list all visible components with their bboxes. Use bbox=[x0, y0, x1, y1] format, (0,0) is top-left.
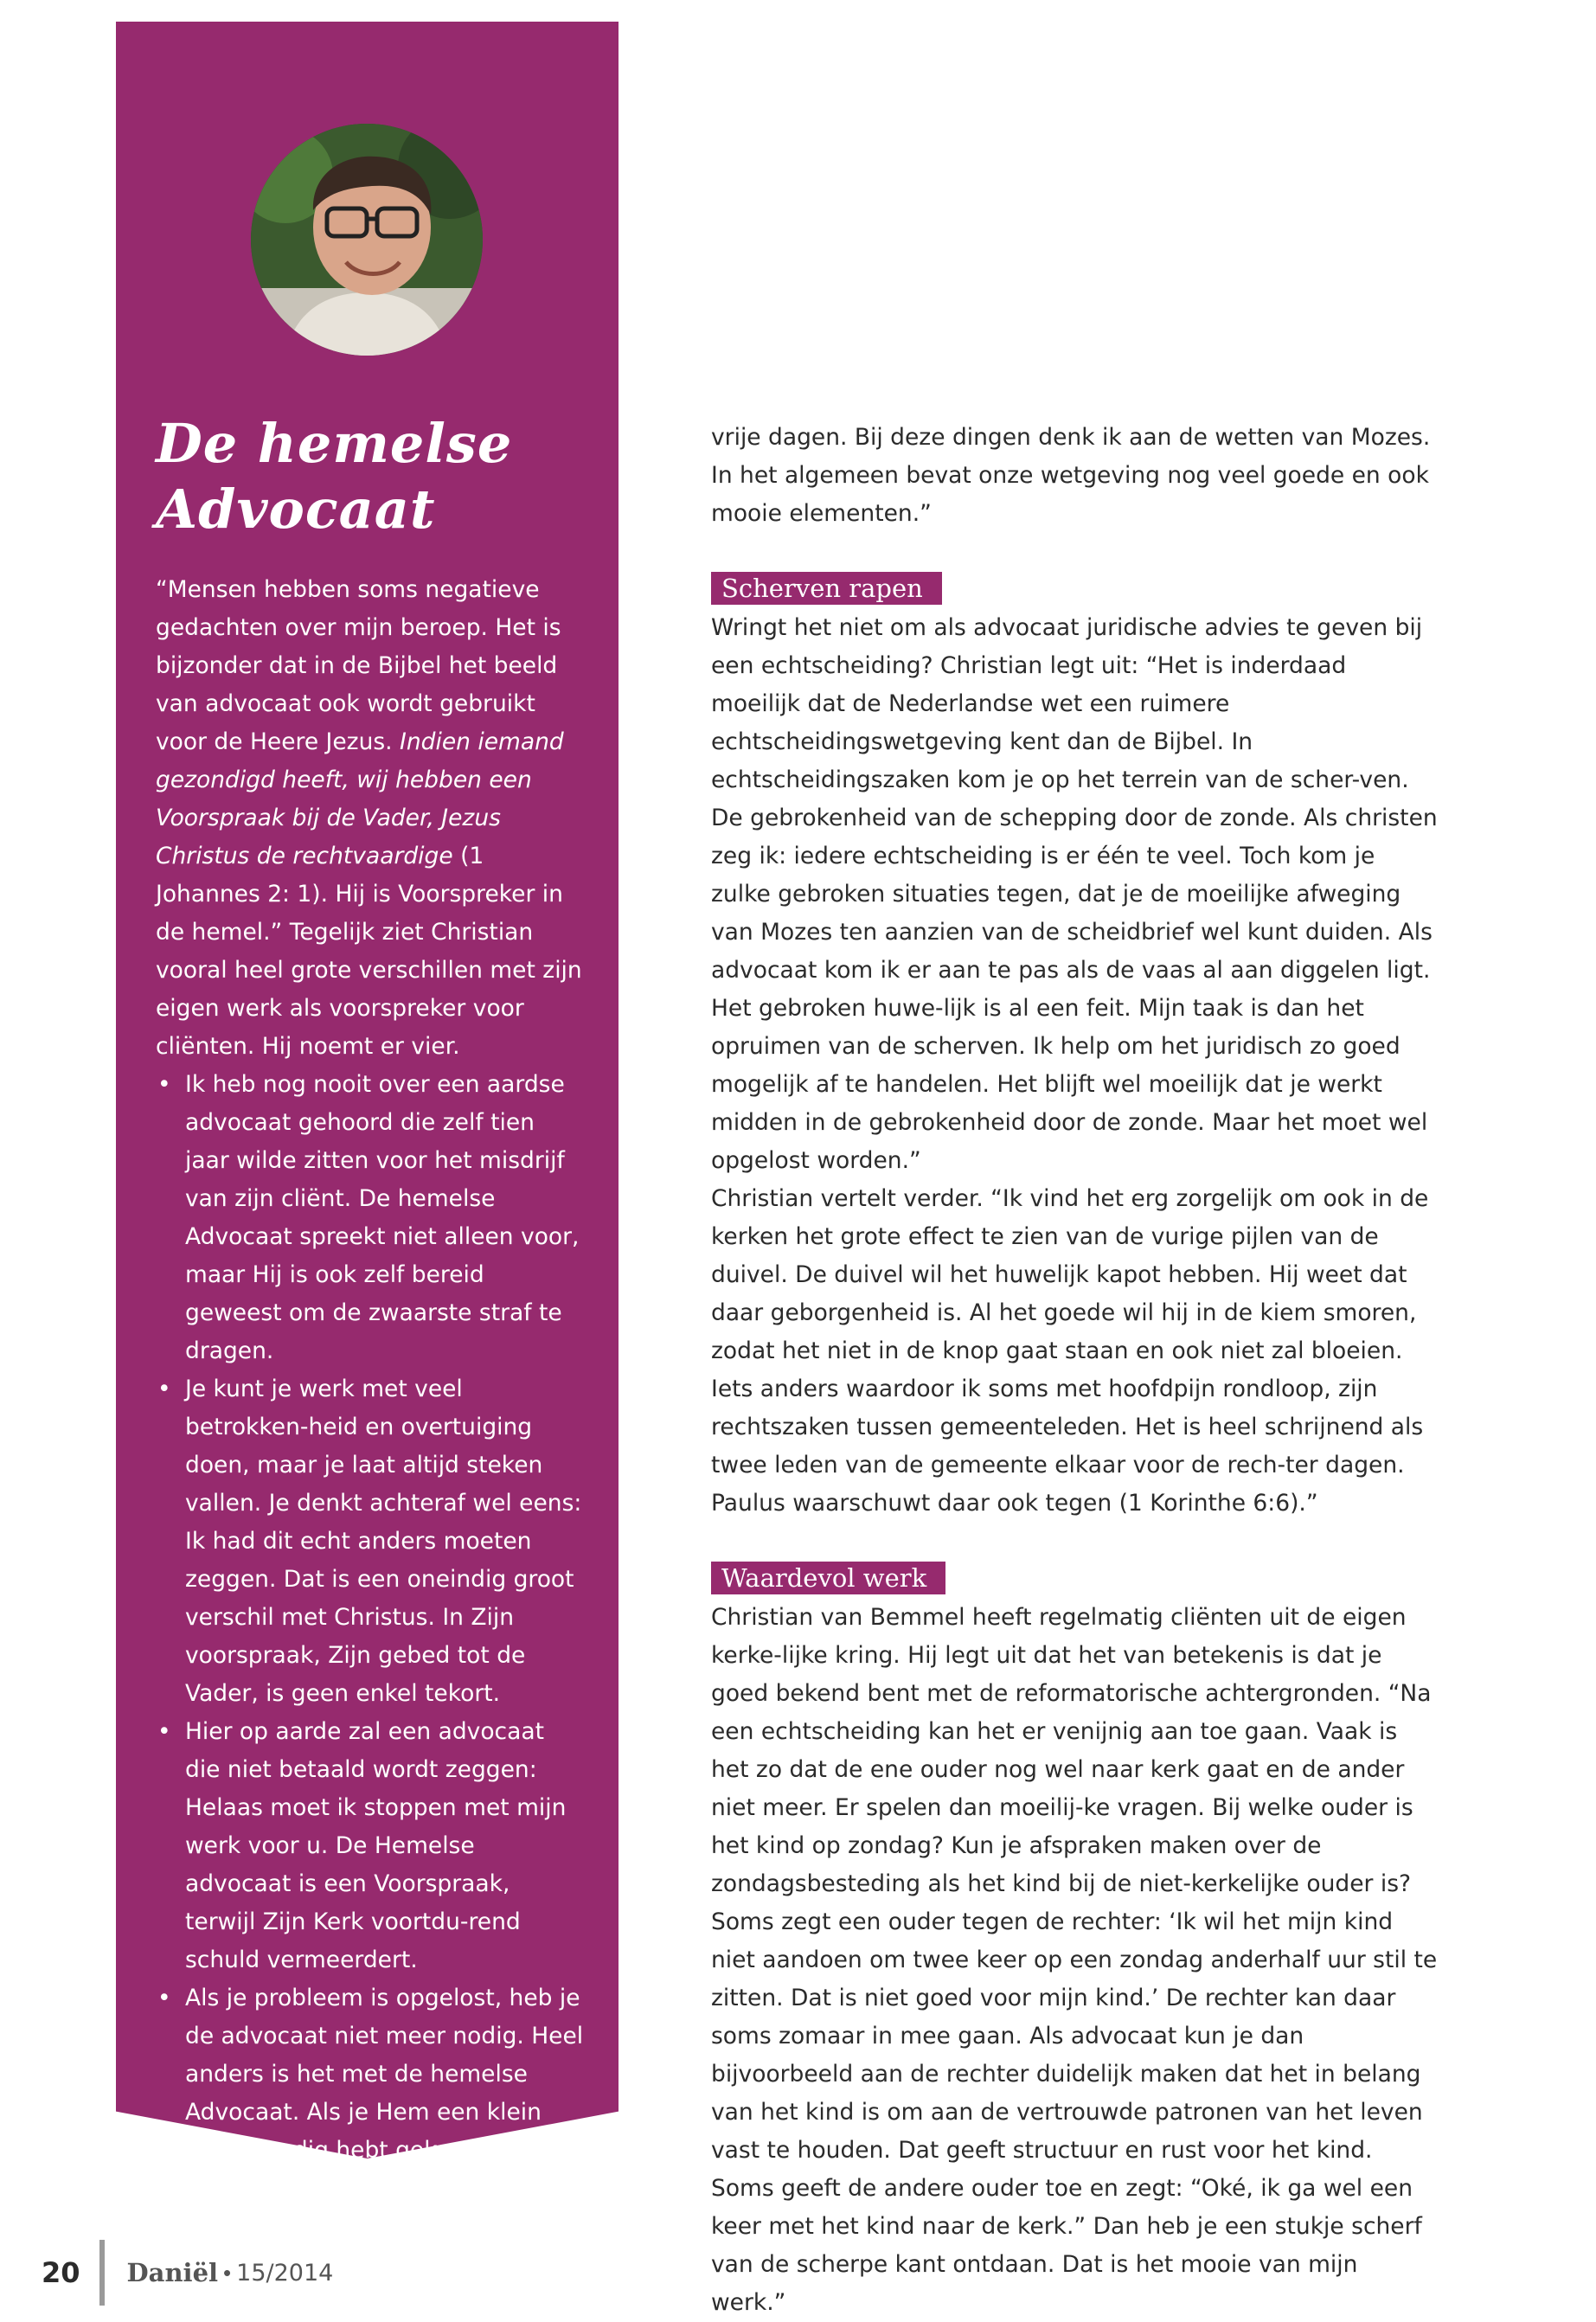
main-intro-paragraph: vrije dagen. Bij deze dingen denk ik aan de wetten van Mozes. In het algemeen bevat onze wetgeving nog veel goede en ook mooie elementen.” bbox=[711, 424, 1431, 527]
issue-separator: • bbox=[223, 2259, 232, 2286]
sidebar-intro-part2: (1 Johannes 2: 1). Hij is Voorspreker in de hemel.” Tegelijk ziet Christian vooral heel grote verschillen met zijn eigen werk als voorspreker voor cliënten. Hij noemt er vier. bbox=[156, 843, 582, 1060]
sidebar-bullet-item: • Ik heb nog nooit over een aardse advocaat gehoord die zelf tien jaar wilde zitten voor het misdrijf van zijn cliënt. De hemelse Advocaat spreekt niet alleen voor, maar Hij is ook zelf bereid geweest om de zwaarste straf te dragen. bbox=[156, 1066, 584, 1370]
sidebar-bullet-item: • Als je probleem is opgelost, heb je de advocaat niet meer nodig. Heel anders is het met de hemelse Advocaat. Als je Hem een klein beetje nodig hebt gekregen, ga je Zijn voorspraak alleen maar meer en meer nodig krijgen. bbox=[156, 1979, 584, 2246]
sidebar-bullet-item: • Hier op aarde zal een advocaat die niet betaald wordt zeggen: Helaas moet ik stoppen met mijn werk voor u. De Hemelse advocaat is een Voorspraak, terwijl Zijn Kerk voortdu-rend schuld vermeerdert. bbox=[156, 1713, 584, 1979]
sidebar-intro-part1: “Mensen hebben soms negatieve gedachten over mijn beroep. Het is bijzonder dat in de Bijbel het beeld van advocaat ook wordt gebruikt voor de Heere Jezus. bbox=[156, 576, 561, 755]
sidebar-bullet-list bbox=[156, 1066, 584, 2246]
page-footer bbox=[42, 2242, 333, 2303]
section1-paragraph2: Christian vertelt verder. “Ik vind het erg zorgelijk om ook in de kerken het grote effect te zien van de vurige pijlen van de duivel. De duivel wil het huwelijk kapot hebben. Hij weet dat daar geborgenheid is. Al het goede wil hij in de kiem smoren, zodat het niet in de knop gaat staan en ook niet zal bloeien. Iets anders waardoor ik soms met hoofdpijn rondloop, zijn rechtszaken tussen gemeenteleden. Het is heel schrijnend als twee leden van de gemeente elkaar voor de rech-ter dagen. Paulus waarschuwt daar ook tegen (1 Korinthe 6:6).” bbox=[711, 1185, 1429, 1517]
sidebar-title bbox=[156, 411, 588, 542]
magazine-name: Daniël bbox=[126, 2258, 219, 2287]
section2-paragraph1: Christian van Bemmel heeft regelmatig cliënten uit de eigen kerke-lijke kring. Hij legt uit dat het van betekenis is dat je goed bekend bent met de reformatorische achtergronden. “Na een echtscheiding kan het er venijnig aan toe gaan. Vaak is het zo dat de ene ouder nog wel naar kerk gaat en de ander niet meer. Er spelen dan moeilij-ke vragen. Bij welke ouder is het kind op zondag? Kun je afspraken maken over de zondagsbesteding als het kind bij de niet-kerkelijke ouder is? Soms zegt een ouder tegen de rechter: ‘Ik wil het mijn kind niet aandoen om twee keer op een zondag anderhalf uur stil te zitten. Dat is niet goed voor mijn kind.’ De rechter kan daar soms zomaar in mee gaan. Als advocaat kun je dan bijvoorbeeld aan de rechter duidelijk maken dat het in belang van het kind is om aan de vertrouwde patronen van het leven vast te houden. Dat geeft structuur en rust voor het kind. Soms geeft de andere ouder toe en zegt: “Oké, ik ga wel een keer met het kind naar de kerk.” Dan heb je een stukje scherf van de scherpe kant ontdaan. Dat is het mooie van mijn werk.” bbox=[711, 1604, 1438, 2316]
section1-paragraph1: Wringt het niet om als advocaat juridische advies te geven bij een echtscheiding? Christian legt uit: “Het is inderdaad moeilijk dat de Nederlandse wet een ruimere echtscheidingswetgeving kent dan de Bijbel. In echtscheidingszaken kom je op het terrein van de scher-ven. De gebrokenheid van de schepping door de zonde. Als christen zeg ik: iedere echtscheiding is er één te veel. Toch kom je zulke gebroken situaties tegen, dat je de moeilijke afweging van Mozes ten aanzien van de scheidbrief wel kunt duiden. Als advocaat kom ik er aan te pas als de vaas al aan diggelen ligt. Het gebroken huwe-lijk is al een feit. Mijn taak is dan het opruimen van de scherven. Ik help om het juridisch zo goed mogelijk af te handelen. Het blijft wel moeilijk dat je werkt midden in de gebrokenheid door de zonde. Maar het moet wel opgelost worden.” bbox=[711, 614, 1438, 1174]
portrait-photo-icon bbox=[251, 124, 483, 356]
sidebar-title-line2: Advocaat bbox=[156, 478, 436, 541]
sidebar-intro bbox=[156, 571, 584, 1066]
main-column bbox=[711, 419, 1438, 2322]
sidebar-body bbox=[156, 571, 584, 2246]
sidebar-intro-quote: Indien iemand gezondigd heeft, wij hebben een Voorspraak bij de Vader, Jezus Christus de rechtvaardige bbox=[156, 728, 564, 869]
section-heading-scherven-rapen: Scherven rapen bbox=[711, 572, 942, 605]
sidebar-bullet-item: • Je kunt je werk met veel betrokken-heid en overtuiging doen, maar je laat altijd steken vallen. Je denkt achteraf wel eens: Ik had dit echt anders moeten zeggen. Dat is een oneindig groot verschil met Christus. In Zijn voorspraak, Zijn gebed tot de Vader, is geen enkel tekort. bbox=[156, 1370, 584, 1713]
issue-number: 15/2014 bbox=[236, 2259, 334, 2287]
avatar bbox=[251, 124, 483, 356]
section-heading-waardevol-werk: Waardevol werk bbox=[711, 1562, 945, 1594]
footer-divider bbox=[99, 2240, 105, 2306]
page-number: 20 bbox=[42, 2256, 80, 2289]
sidebar-title-line1: De hemelse bbox=[156, 412, 513, 475]
